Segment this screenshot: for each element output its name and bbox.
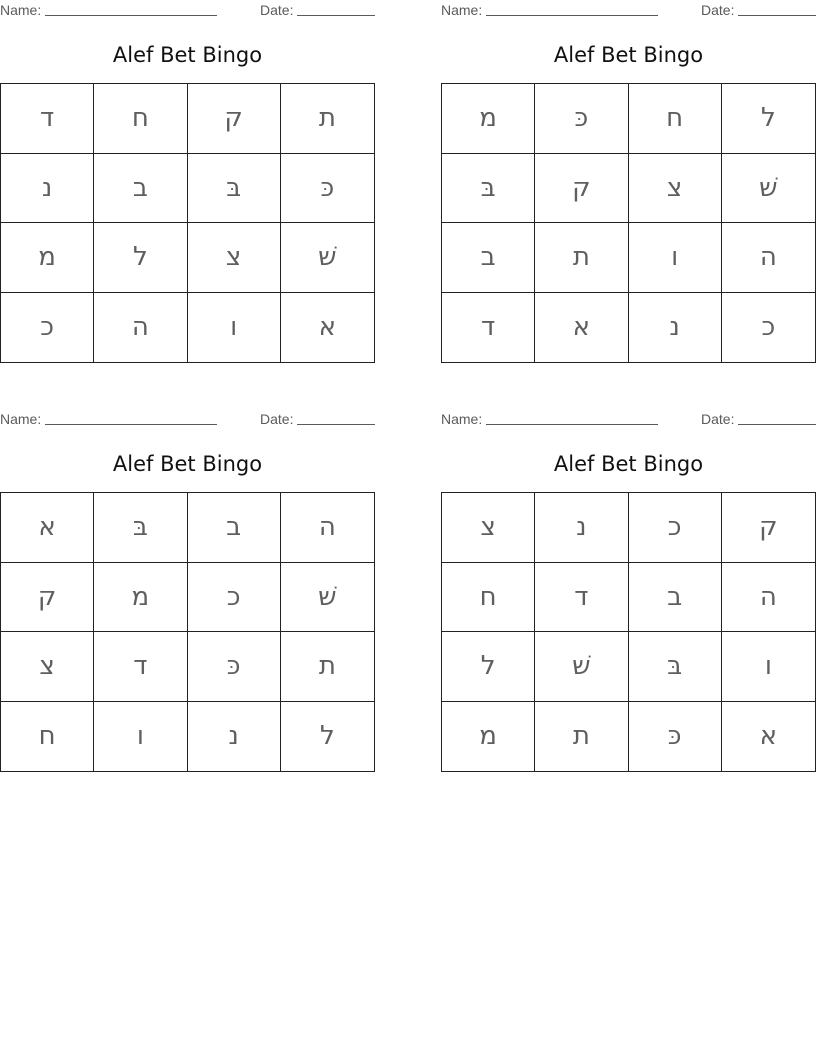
name-label: Name:	[0, 2, 42, 18]
name-blank-line	[45, 424, 217, 425]
card-header	[0, 0, 375, 20]
bingo-cell: שׁ	[535, 632, 628, 702]
bingo-cell: מ	[94, 563, 187, 633]
date-blank-line	[738, 424, 816, 425]
bingo-cell: נ	[535, 493, 628, 563]
bingo-cell: נ	[1, 154, 94, 224]
card-header	[0, 409, 375, 429]
bingo-cell: מ	[442, 702, 535, 772]
name-blank-line	[486, 15, 658, 16]
bingo-cell: ח	[1, 702, 94, 772]
card-header	[441, 0, 816, 20]
bingo-cell: ת	[281, 84, 374, 154]
name-blank-line	[45, 15, 217, 16]
bingo-card-1	[0, 0, 375, 375]
bingo-cell: ה	[281, 493, 374, 563]
bingo-cell: נ	[629, 293, 722, 363]
bingo-cell: בּ	[188, 154, 281, 224]
bingo-cell: ד	[535, 563, 628, 633]
bingo-cell: כּ	[281, 154, 374, 224]
bingo-cell: א	[1, 493, 94, 563]
bingo-cell: א	[535, 293, 628, 363]
bingo-card-3	[0, 409, 375, 784]
name-label: Name:	[441, 411, 483, 427]
bingo-cell: א	[318, 312, 337, 343]
bingo-cell: צ	[1, 632, 94, 702]
bingo-card-4	[441, 409, 816, 784]
bingo-cell: מ	[1, 223, 94, 293]
bingo-cell: שׁ	[281, 563, 374, 633]
bingo-cell: ת	[535, 223, 628, 293]
bingo-cell: ל	[722, 84, 815, 154]
bingo-cell: ח	[629, 84, 722, 154]
bingo-cell: ל	[442, 632, 535, 702]
card-title: Alef Bet Bingo	[112, 43, 263, 67]
bingo-cell: כּ	[188, 632, 281, 702]
bingo-cell: ו	[94, 702, 187, 772]
bingo-card-2	[441, 0, 816, 375]
bingo-grid	[441, 492, 816, 772]
bingo-cell: ח	[442, 563, 535, 633]
bingo-cell: ד	[442, 293, 535, 363]
bingo-cell: שׁ	[281, 223, 374, 293]
bingo-cell: ל	[319, 721, 335, 752]
bingo-cell: כּ	[535, 84, 628, 154]
bingo-cell: ק	[535, 154, 628, 224]
bingo-cell: צ	[629, 154, 722, 224]
bingo-cell: מ	[442, 84, 535, 154]
date-blank-line	[297, 15, 375, 16]
bingo-cell: ב	[94, 154, 187, 224]
bingo-cell: ב	[629, 563, 722, 633]
bingo-cell: בּ	[94, 493, 187, 563]
name-label: Name:	[0, 411, 42, 427]
bingo-cell: ב	[188, 493, 281, 563]
bingo-cell: שׁ	[722, 154, 815, 224]
card-title: Alef Bet Bingo	[553, 43, 704, 67]
card-title: Alef Bet Bingo	[112, 452, 263, 476]
bingo-cell: צ	[442, 493, 535, 563]
date-blank-line	[297, 424, 375, 425]
bingo-cell: ת	[535, 702, 628, 772]
name-label: Name:	[441, 2, 483, 18]
date-label: Date:	[260, 2, 294, 18]
date-label: Date:	[701, 2, 735, 18]
bingo-cell: ה	[94, 293, 187, 363]
card-header	[441, 409, 816, 429]
bingo-cell: ד	[94, 632, 187, 702]
bingo-grid	[0, 83, 375, 363]
bingo-cell: ק	[188, 84, 281, 154]
bingo-cell: א	[759, 721, 778, 752]
bingo-cell: ו	[722, 632, 815, 702]
card-title: Alef Bet Bingo	[553, 452, 704, 476]
bingo-cell: ח	[94, 84, 187, 154]
bingo-cell: בּ	[629, 632, 722, 702]
bingo-cell: כ	[629, 493, 722, 563]
bingo-cell: נ	[188, 702, 281, 772]
bingo-cell: כ	[188, 563, 281, 633]
bingo-cell: ב	[442, 223, 535, 293]
bingo-cell: ת	[281, 632, 374, 702]
date-label: Date:	[260, 411, 294, 427]
bingo-cell: ו	[629, 223, 722, 293]
bingo-cell: צ	[188, 223, 281, 293]
bingo-cell: ד	[1, 84, 94, 154]
bingo-cell: ק	[1, 563, 94, 633]
date-blank-line	[738, 15, 816, 16]
bingo-cell: ו	[188, 293, 281, 363]
bingo-cell: כ	[761, 312, 776, 343]
bingo-grid	[441, 83, 816, 363]
bingo-cell: ה	[722, 563, 815, 633]
bingo-grid	[0, 492, 375, 772]
bingo-cell: כ	[1, 293, 94, 363]
bingo-cell: כּ	[629, 702, 722, 772]
date-label: Date:	[701, 411, 735, 427]
bingo-cell: ל	[94, 223, 187, 293]
bingo-cell: ה	[722, 223, 815, 293]
bingo-cell: בּ	[442, 154, 535, 224]
bingo-cell: ק	[722, 493, 815, 563]
name-blank-line	[486, 424, 658, 425]
